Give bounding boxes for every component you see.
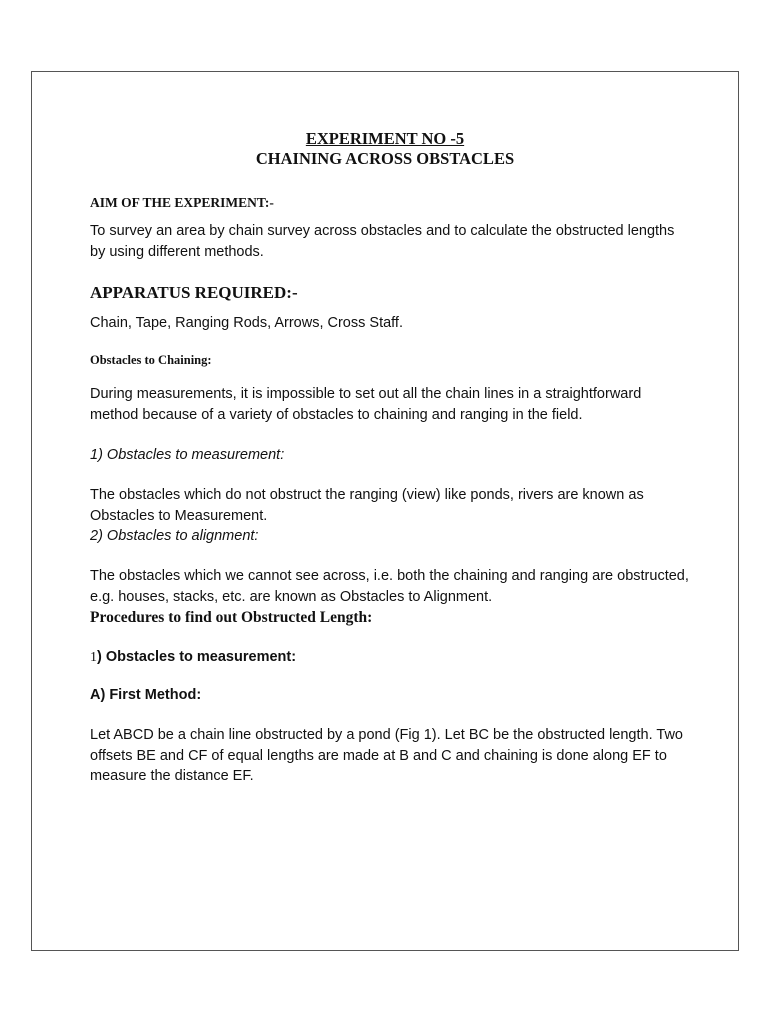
method-a-heading: A) First Method: — [90, 687, 202, 703]
procedures-heading: Procedures to find out Obstructed Length: — [90, 609, 373, 626]
apparatus-heading: APPARATUS REQUIRED:- — [90, 283, 298, 302]
experiment-subtitle: CHAINING ACROSS OBSTACLES — [255, 149, 515, 168]
obstacle1-text: The obstacles which do not obstruct the ranging (view) like ponds, rivers are known as Obstacles to Measurement. — [90, 487, 644, 524]
obstacle2-text: The obstacles which we cannot see across, i.e. both the chaining and ranging are obstructed, e.g. houses, stacks, etc. are known as Obstacles to Alignment. — [90, 568, 689, 605]
obstacle1-label: 1) Obstacles to measurement: — [90, 447, 285, 463]
aim-text: To survey an area by chain survey across obstacles and to calculate the obstructed lengths by using different methods. — [90, 223, 675, 260]
experiment-title: EXPERIMENT NO -5 — [305, 129, 465, 148]
aim-heading: AIM OF THE EXPERIMENT:- — [90, 195, 274, 210]
section1-label: ) Obstacles to measurement: — [97, 649, 297, 665]
obstacle2-label: 2) Obstacles to alignment: — [90, 528, 259, 544]
section1-number: 1 — [90, 650, 97, 665]
section1-heading — [90, 647, 690, 669]
obstacles-intro: During measurements, it is impossible to set out all the chain lines in a straightforward method because of a variety of obstacles to chaining and ranging in the field. — [90, 386, 642, 423]
obstacles-heading: Obstacles to Chaining: — [90, 353, 212, 367]
method-a-text: Let ABCD be a chain line obstructed by a pond (Fig 1). Let BC be the obstructed length. Two offsets BE and CF of equal lengths are made at B and C and chaining is done along EF to measure the distance EF. — [90, 727, 683, 784]
apparatus-text: Chain, Tape, Ranging Rods, Arrows, Cross Staff. — [90, 315, 403, 331]
